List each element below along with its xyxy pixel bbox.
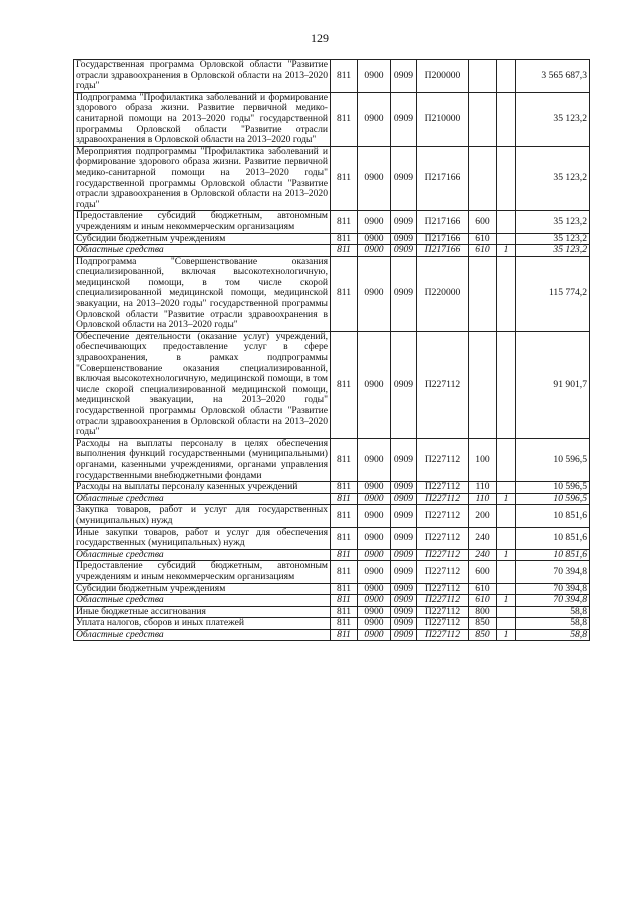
subsection-code-cell: 0909 xyxy=(391,549,417,561)
grbs-code-cell: 811 xyxy=(331,245,358,257)
funding-source-cell xyxy=(497,606,516,618)
amount-cell: 70 394,8 xyxy=(516,583,590,595)
amount-cell: 70 394,8 xyxy=(516,595,590,607)
amount-cell: 10 851,6 xyxy=(516,505,590,527)
subsection-code-cell: 0909 xyxy=(391,618,417,630)
subsection-code-cell: 0909 xyxy=(391,60,417,93)
subsection-code-cell: 0909 xyxy=(391,595,417,607)
subsection-code-cell: 0909 xyxy=(391,256,417,331)
section-code-cell: 0900 xyxy=(358,618,391,630)
subsection-code-cell: 0909 xyxy=(391,505,417,527)
expense-name-cell: Расходы на выплаты персоналу в целях обеспечения выполнения функций государственными (муниципальными) органами, казенными учреждениями, органами управления государственными внебюджетными фондами xyxy=(74,438,331,481)
expense-name-cell: Субсидии бюджетным учреждениям xyxy=(74,583,331,595)
expense-type-cell: 800 xyxy=(469,606,497,618)
expense-name-cell: Обеспечение деятельности (оказание услуг) учреждений, обеспечивающих предоставление услуг в сфере здравоохранения, в рамках подпрограммы "Совершенствование оказания специализированной, включая высокотехнологичную, медицинской помощи, в том числе скорой специализированной медицинской помощи, медицинской эвакуации, на 2013–2020 годы" государственной программы Орловской области "Развитие отрасли здравоохранения в Орловской области на 2013–2020 годы" xyxy=(74,331,331,438)
amount-cell: 3 565 687,3 xyxy=(516,60,590,93)
target-article-cell: П227112 xyxy=(417,629,469,641)
expense-name-cell: Областные средства xyxy=(74,629,331,641)
expense-type-cell: 850 xyxy=(469,629,497,641)
table-row xyxy=(74,438,590,481)
table-row xyxy=(74,493,590,505)
amount-cell: 10 596,5 xyxy=(516,482,590,494)
subsection-code-cell: 0909 xyxy=(391,606,417,618)
section-code-cell: 0900 xyxy=(358,146,391,211)
funding-source-cell xyxy=(497,505,516,527)
target-article-cell: П227112 xyxy=(417,595,469,607)
expense-name-cell: Субсидии бюджетным учреждениям xyxy=(74,233,331,245)
funding-source-cell xyxy=(497,60,516,93)
amount-cell: 10 851,6 xyxy=(516,549,590,561)
section-code-cell: 0900 xyxy=(358,505,391,527)
grbs-code-cell: 811 xyxy=(331,583,358,595)
subsection-code-cell: 0909 xyxy=(391,561,417,583)
grbs-code-cell: 811 xyxy=(331,60,358,93)
expense-type-cell: 100 xyxy=(469,438,497,481)
section-code-cell: 0900 xyxy=(358,92,391,146)
expense-type-cell: 600 xyxy=(469,561,497,583)
funding-source-cell xyxy=(497,438,516,481)
grbs-code-cell: 811 xyxy=(331,549,358,561)
subsection-code-cell: 0909 xyxy=(391,245,417,257)
funding-source-cell xyxy=(497,146,516,211)
table-row xyxy=(74,629,590,641)
expense-type-cell: 240 xyxy=(469,527,497,549)
expense-name-cell: Уплата налогов, сборов и иных платежей xyxy=(74,618,331,630)
target-article-cell: П210000 xyxy=(417,92,469,146)
grbs-code-cell: 811 xyxy=(331,493,358,505)
table-row xyxy=(74,595,590,607)
subsection-code-cell: 0909 xyxy=(391,331,417,438)
amount-cell: 10 596,5 xyxy=(516,438,590,481)
funding-source-cell xyxy=(497,527,516,549)
grbs-code-cell: 811 xyxy=(331,233,358,245)
amount-cell: 115 774,2 xyxy=(516,256,590,331)
grbs-code-cell: 811 xyxy=(331,482,358,494)
section-code-cell: 0900 xyxy=(358,595,391,607)
amount-cell: 35 123,2 xyxy=(516,245,590,257)
amount-cell: 58,8 xyxy=(516,629,590,641)
amount-cell: 58,8 xyxy=(516,618,590,630)
grbs-code-cell: 811 xyxy=(331,331,358,438)
section-code-cell: 0900 xyxy=(358,606,391,618)
expense-type-cell: 610 xyxy=(469,245,497,257)
expense-type-cell xyxy=(469,331,497,438)
funding-source-cell: 1 xyxy=(497,629,516,641)
target-article-cell: П227112 xyxy=(417,561,469,583)
expense-name-cell: Областные средства xyxy=(74,549,331,561)
section-code-cell: 0900 xyxy=(358,527,391,549)
subsection-code-cell: 0909 xyxy=(391,629,417,641)
grbs-code-cell: 811 xyxy=(331,92,358,146)
subsection-code-cell: 0909 xyxy=(391,211,417,233)
target-article-cell: П227112 xyxy=(417,549,469,561)
funding-source-cell: 1 xyxy=(497,549,516,561)
expense-type-cell: 610 xyxy=(469,583,497,595)
expense-type-cell: 850 xyxy=(469,618,497,630)
funding-source-cell xyxy=(497,256,516,331)
grbs-code-cell: 811 xyxy=(331,606,358,618)
table-row xyxy=(74,233,590,245)
expense-type-cell xyxy=(469,256,497,331)
target-article-cell: П217166 xyxy=(417,211,469,233)
funding-source-cell xyxy=(497,561,516,583)
expense-type-cell xyxy=(469,146,497,211)
page-number: 129 xyxy=(311,31,329,45)
amount-cell: 35 123,2 xyxy=(516,211,590,233)
section-code-cell: 0900 xyxy=(358,629,391,641)
expense-name-cell: Государственная программа Орловской области "Развитие отрасли здравоохранения в Орловской области на 2013–2020 годы" xyxy=(74,60,331,93)
target-article-cell: П227112 xyxy=(417,583,469,595)
target-article-cell: П220000 xyxy=(417,256,469,331)
funding-source-cell xyxy=(497,482,516,494)
target-article-cell: П200000 xyxy=(417,60,469,93)
subsection-code-cell: 0909 xyxy=(391,233,417,245)
subsection-code-cell: 0909 xyxy=(391,583,417,595)
table-row xyxy=(74,527,590,549)
table-row xyxy=(74,618,590,630)
expense-name-cell: Предоставление субсидий бюджетным, автономным учреждениям и иным некоммерческим организациям xyxy=(74,561,331,583)
table-row xyxy=(74,245,590,257)
table-row xyxy=(74,583,590,595)
grbs-code-cell: 811 xyxy=(331,211,358,233)
expense-name-cell: Подпрограмма "Совершенствование оказания специализированной, включая высокотехнологичную, медицинской помощи, в том числе скорой специализированной медицинской помощи, медицинской эвакуации, на 2013–2020 годы" государственной программы Орловской области "Развитие отрасли здравоохранения в Орловской области на 2013–2020 годы" xyxy=(74,256,331,331)
subsection-code-cell: 0909 xyxy=(391,482,417,494)
funding-source-cell xyxy=(497,583,516,595)
section-code-cell: 0900 xyxy=(358,245,391,257)
expense-name-cell: Иные бюджетные ассигнования xyxy=(74,606,331,618)
section-code-cell: 0900 xyxy=(358,233,391,245)
section-code-cell: 0900 xyxy=(358,549,391,561)
expense-type-cell xyxy=(469,92,497,146)
target-article-cell: П227112 xyxy=(417,438,469,481)
table-row xyxy=(74,549,590,561)
expense-type-cell: 610 xyxy=(469,233,497,245)
expense-type-cell: 110 xyxy=(469,493,497,505)
target-article-cell: П217166 xyxy=(417,233,469,245)
grbs-code-cell: 811 xyxy=(331,527,358,549)
section-code-cell: 0900 xyxy=(358,331,391,438)
table-row xyxy=(74,331,590,438)
table-row xyxy=(74,60,590,93)
grbs-code-cell: 811 xyxy=(331,618,358,630)
expense-name-cell: Мероприятия подпрограммы "Профилактика заболеваний и формирование здорового образа жизни. Развитие первичной медико-санитарной помощи на 2013–2020 годы" государственной программы Орловской области "Развитие отрасли здравоохранения в Орловской области на 2013–2020 годы" xyxy=(74,146,331,211)
grbs-code-cell: 811 xyxy=(331,629,358,641)
grbs-code-cell: 811 xyxy=(331,595,358,607)
expense-name-cell: Закупка товаров, работ и услуг для государственных (муниципальных) нужд xyxy=(74,505,331,527)
subsection-code-cell: 0909 xyxy=(391,92,417,146)
section-code-cell: 0900 xyxy=(358,482,391,494)
table-row xyxy=(74,505,590,527)
funding-source-cell xyxy=(497,331,516,438)
target-article-cell: П227112 xyxy=(417,618,469,630)
subsection-code-cell: 0909 xyxy=(391,527,417,549)
expense-name-cell: Предоставление субсидий бюджетным, автономным учреждениям и иным некоммерческим организациям xyxy=(74,211,331,233)
expense-name-cell: Иные закупки товаров, работ и услуг для обеспечения государственных (муниципальных) нужд xyxy=(74,527,331,549)
target-article-cell: П227112 xyxy=(417,505,469,527)
funding-source-cell: 1 xyxy=(497,245,516,257)
table-row xyxy=(74,561,590,583)
target-article-cell: П227112 xyxy=(417,331,469,438)
amount-cell: 70 394,8 xyxy=(516,561,590,583)
funding-source-cell xyxy=(497,211,516,233)
budget-table-body xyxy=(74,60,590,641)
section-code-cell: 0900 xyxy=(358,561,391,583)
subsection-code-cell: 0909 xyxy=(391,438,417,481)
table-row xyxy=(74,92,590,146)
target-article-cell: П227112 xyxy=(417,493,469,505)
grbs-code-cell: 811 xyxy=(331,561,358,583)
section-code-cell: 0900 xyxy=(358,256,391,331)
expense-name-cell: Расходы на выплаты персоналу казенных учреждений xyxy=(74,482,331,494)
target-article-cell: П227112 xyxy=(417,482,469,494)
funding-source-cell: 1 xyxy=(497,595,516,607)
subsection-code-cell: 0909 xyxy=(391,146,417,211)
table-row xyxy=(74,146,590,211)
expense-name-cell: Областные средства xyxy=(74,493,331,505)
table-row xyxy=(74,211,590,233)
amount-cell: 91 901,7 xyxy=(516,331,590,438)
expense-type-cell: 610 xyxy=(469,595,497,607)
expense-type-cell: 200 xyxy=(469,505,497,527)
subsection-code-cell: 0909 xyxy=(391,493,417,505)
section-code-cell: 0900 xyxy=(358,583,391,595)
grbs-code-cell: 811 xyxy=(331,146,358,211)
grbs-code-cell: 811 xyxy=(331,256,358,331)
funding-source-cell xyxy=(497,233,516,245)
funding-source-cell: 1 xyxy=(497,493,516,505)
section-code-cell: 0900 xyxy=(358,493,391,505)
section-code-cell: 0900 xyxy=(358,438,391,481)
amount-cell: 10 851,6 xyxy=(516,527,590,549)
amount-cell: 35 123,2 xyxy=(516,146,590,211)
expense-name-cell: Областные средства xyxy=(74,245,331,257)
table-row xyxy=(74,482,590,494)
target-article-cell: П227112 xyxy=(417,527,469,549)
section-code-cell: 0900 xyxy=(358,60,391,93)
funding-source-cell xyxy=(497,618,516,630)
budget-table xyxy=(73,59,590,641)
expense-type-cell: 600 xyxy=(469,211,497,233)
target-article-cell: П217166 xyxy=(417,245,469,257)
expense-name-cell: Подпрограмма "Профилактика заболеваний и формирование здорового образа жизни. Развитие первичной медико-санитарной помощи на 2013–2020 годы" государственной программы Орловской области "Развитие отрасли здравоохранения в Орловской области на 2013–2020 годы" xyxy=(74,92,331,146)
amount-cell: 35 123,2 xyxy=(516,233,590,245)
table-row xyxy=(74,606,590,618)
grbs-code-cell: 811 xyxy=(331,505,358,527)
expense-name-cell: Областные средства xyxy=(74,595,331,607)
amount-cell: 58,8 xyxy=(516,606,590,618)
expense-type-cell: 240 xyxy=(469,549,497,561)
target-article-cell: П217166 xyxy=(417,146,469,211)
expense-type-cell xyxy=(469,60,497,93)
expense-type-cell: 110 xyxy=(469,482,497,494)
funding-source-cell xyxy=(497,92,516,146)
amount-cell: 35 123,2 xyxy=(516,92,590,146)
grbs-code-cell: 811 xyxy=(331,438,358,481)
target-article-cell: П227112 xyxy=(417,606,469,618)
section-code-cell: 0900 xyxy=(358,211,391,233)
table-row xyxy=(74,256,590,331)
amount-cell: 10 596,5 xyxy=(516,493,590,505)
